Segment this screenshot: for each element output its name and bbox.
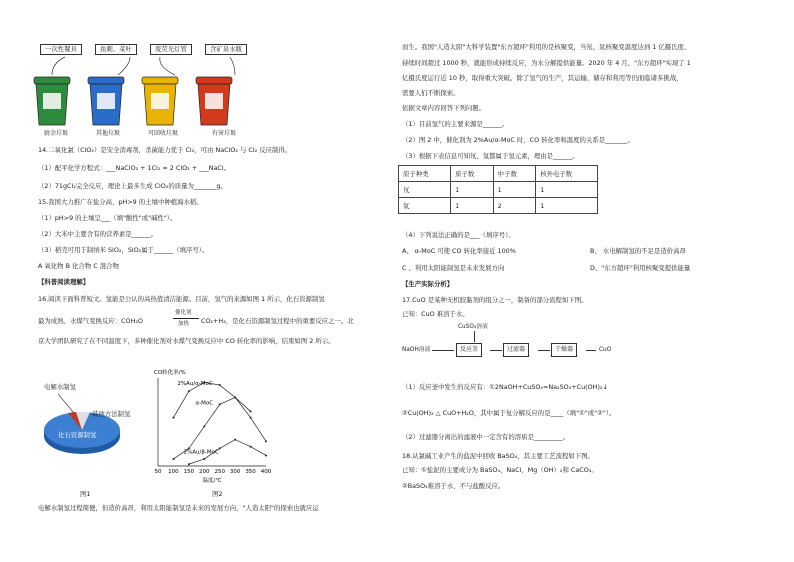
data-point — [203, 458, 205, 460]
q18-known-1: 已知：①盐泥的主要成分为 BaSO₄、NaCl、Mg（OH）₂和 CaCO₃。 — [402, 466, 598, 474]
table-cell: 1 — [451, 182, 494, 198]
bin-yellow — [142, 77, 178, 125]
series-label: α-MoC — [195, 400, 214, 407]
bin-symbol-plate — [205, 93, 223, 109]
q16-condition-bottom: 加热 — [178, 321, 190, 327]
x-tick-label: 200 — [199, 469, 210, 475]
option-c: C 、利用太阳能制氢是未来发展方向 — [402, 264, 505, 272]
data-point — [250, 417, 252, 419]
table-cell: 氘 — [399, 182, 451, 198]
q17-1b-text: ②Cu(OH)₂ △ CuO+H₂O，其中属于复分解反应的是____（填"①"或"②"）。 — [402, 409, 616, 417]
x-tick-label: 350 — [245, 469, 256, 475]
flow-naoh-label: NaOH溶液 — [402, 347, 431, 353]
bin-symbol-plate — [97, 93, 115, 109]
flow-cuso4-label: CuSO₄溶液 — [458, 324, 488, 330]
bin-lid — [142, 77, 178, 84]
flow-arrow-3 — [538, 350, 550, 351]
table-row — [399, 198, 598, 214]
bin-symbol-plate — [151, 93, 169, 109]
bin-caption-1: 厨余垃圾 — [44, 130, 69, 137]
table-cell: 氚 — [399, 198, 451, 214]
q17-text: 17.CuO 是某种无机胶黏剂的组分之一，制备的部分流程如下图。 — [402, 296, 588, 304]
pie-label-fossil: 化石资源制氢 — [58, 431, 97, 439]
data-point — [219, 403, 221, 405]
q16-line-b-pre: 最为成熟。水煤气变换反应：COH₂O — [38, 317, 143, 325]
q16-condition-top: 催化剂 — [175, 310, 192, 316]
bottom-paragraph: 电解水制氢过程简便，但造价高昂，利用太阳能制氢是未来的发展方向，"人造太阳"的探索也就应运 — [38, 504, 319, 512]
data-point — [250, 410, 252, 412]
x-tick-label: 250 — [214, 469, 225, 475]
right-para-2: 持续时间超过 1000 秒，就能形成持续反应，为水分解提供能量。2020 年 4 月，"东方超环"实现了 1 — [402, 59, 691, 67]
q16-line-c: 京大学团队研究了在不同温度下，多种催化剂对水煤气变换反应中 CO 转化率的影响，结果如图 2 所示。 — [38, 337, 335, 345]
data-point — [219, 384, 221, 386]
x-tick-label: 400 — [260, 469, 272, 475]
right-q1: （1）目前氢气的主要来源是______。 — [402, 120, 509, 128]
series-label: 2%Au/α-MoC — [177, 381, 213, 388]
q15-2-text: （2）大米中主要含有的营养素是______。 — [38, 230, 158, 238]
flow-arrow-4 — [586, 350, 596, 351]
y-axis-label: CO转化率/% — [154, 370, 186, 376]
table-cell: 1 — [451, 198, 494, 214]
option-a: A、 α-MoC 可使 CO 转化率接近 100% — [402, 247, 516, 255]
flow-output-label: CuO — [599, 347, 612, 353]
section-reading-heading: 【科普阅读理解】 — [38, 278, 90, 286]
x-tick-label: 50 — [154, 469, 162, 475]
flow-box-filter: 过滤器 — [503, 343, 529, 357]
x-tick-label: 150 — [183, 469, 195, 475]
q18-text: 18.从氯碱工业产生的盐泥中回收 BaSO₄，其主要工艺流程如下图。 — [402, 452, 594, 460]
bin-blue — [88, 77, 124, 125]
bin-caption-4: 有害垃圾 — [212, 130, 237, 137]
x-tick-label: 300 — [229, 469, 241, 475]
q15-1-text: （1）pH>9 的土壤呈___（填"酸性"或"碱性"）。 — [38, 214, 177, 222]
series-label: 2%Au/β-MoC — [183, 449, 219, 456]
bin-red — [196, 77, 232, 125]
bin-caption-3: 可回收垃圾 — [148, 130, 179, 137]
flow-box-reactor: 反应釜 — [456, 343, 482, 357]
table-header-row — [399, 166, 598, 182]
flow-box-dryer: 干燥器 — [551, 343, 577, 357]
bin-lid — [196, 77, 232, 84]
bin-lid — [34, 77, 70, 84]
right-q3: （3）根据下表信息可知氘、氚都属于氢元素，理由是______。 — [402, 152, 579, 160]
bin-label-4: 含矿泉水瓶 — [205, 44, 247, 55]
data-point — [188, 390, 190, 392]
section-production-heading: 【生产实际分析】 — [402, 280, 454, 288]
table-header-cell: 中子数 — [493, 166, 536, 182]
figure1-caption: 图1 — [80, 490, 91, 498]
bin-lid — [88, 77, 124, 84]
table-header-cell: 质子数 — [451, 166, 494, 182]
data-point — [265, 440, 267, 442]
flow-arrow-1 — [432, 350, 454, 351]
data-point — [250, 446, 252, 448]
option-d: D、"东方超环"利用核聚变提供能量 — [590, 264, 691, 272]
data-point — [203, 425, 205, 427]
data-point — [234, 396, 236, 398]
q15-options: A 氧化物 B 化合物 C 混合物 — [38, 262, 119, 270]
data-point — [219, 447, 221, 449]
right-q2: （2）图 2 中，催化剂为 2%Au/α-MoC 时，CO 转化率和温度的关系是_______。 — [402, 136, 634, 144]
q15-3-text: （3）稻壳可用于制纳米 SiO₂，SiO₂属于______（填序号）。 — [38, 246, 209, 254]
table-cell: 1 — [493, 182, 536, 198]
pie-label-other: 其他方法制氢 — [92, 410, 131, 418]
bin-caption-2: 其他垃圾 — [96, 130, 121, 137]
q17-2-text: （2）过滤器分离出的滤液中一定含有的溶质是_________。 — [402, 433, 570, 441]
right-para-3: 亿摄氏度运行近 10 秒，取得重大突破。除了氢气的生产，其运输、储存和利用等仍面临诸多挑战， — [402, 74, 683, 82]
table-cell: 2 — [493, 198, 536, 214]
right-q4: （4）下列说法正确的是___（填序号）。 — [402, 231, 515, 239]
q14-2-text: （2）71gCl₂完全反应，理论上最多生成 ClO₂的质量为_______g。 — [38, 182, 227, 190]
trash-bins-illustration — [30, 53, 270, 135]
table-header-cell: 核外电子数 — [536, 166, 598, 182]
figure2-line-chart — [140, 366, 280, 486]
right-para-5: 依据文章内容回答下列问题。 — [402, 104, 486, 112]
q14-text: 14.二氧化氯（ClO₂）是安全消毒剂，杀菌能力优于 Cl₂，可由 NaClO₂ 与 Cl₂ 反应制得。 — [38, 146, 292, 154]
flow-arrow-2 — [490, 350, 502, 351]
bin-label-1: 一次性餐具 — [40, 44, 82, 55]
bin-label-2: 鱼刺、菜叶 — [95, 44, 137, 55]
x-axis-label: 温度/℃ — [202, 478, 222, 484]
q15-text: 15.我国大力推广在盐分高，pH>9 的土壤中种植海水稻。 — [38, 198, 203, 206]
bin-symbol-plate — [43, 93, 61, 109]
q14-1-text: （1）配平化学方程式：___NaClO₂ + 1Cl₂ = 2 ClO₂ + ___NaCl。 — [38, 164, 231, 172]
q17-known: 已知：CuO 难溶于水。 — [402, 310, 469, 318]
q16-reaction-arrow — [173, 318, 199, 319]
option-b: B、 水电解制氢的不足是造价高昂 — [590, 247, 686, 255]
data-point — [172, 417, 174, 419]
bin-green — [34, 77, 70, 125]
x-tick-label: 100 — [168, 469, 179, 475]
data-point — [265, 454, 267, 456]
pie-label-electrolysis: 电解水制氢 — [44, 383, 76, 391]
q18-known-2: ②BaSO₄难溶于水，不与盐酸反应。 — [402, 482, 505, 490]
figure2-caption: 图2 — [212, 490, 223, 498]
table-header-cell: 原子种类 — [399, 166, 451, 182]
q17-1-text: （1）反应釜中发生的反应有：①2NaOH+CuSO₄=Na₂SO₄+Cu(OH)₂↓ — [402, 383, 608, 391]
isotope-table — [398, 165, 598, 214]
q16-line-b-post: CO₂+H₂，是化石资源制氢过程中的重要反应之一。北 — [201, 317, 354, 325]
right-para-4: 需要人们不断探索。 — [402, 89, 460, 97]
table-cell: 1 — [536, 198, 598, 214]
data-point — [188, 463, 190, 465]
bin-label-3: 废荧光灯管 — [150, 44, 192, 55]
q16-line-a: 16.阅读下面科普短文。氢能是公认的高热值清洁能源。目前，氢气的来源如图 1 所示，化石资源制氢 — [38, 295, 325, 303]
right-para-1: 而生。我国"人造太阳"大科学装置"东方超环"利用的是核聚变，当氘、氚核聚变温度达到 1 亿摄氏度、 — [402, 43, 691, 51]
table-row — [399, 182, 598, 198]
table-cell: 1 — [536, 182, 598, 198]
data-point — [234, 439, 236, 441]
data-point — [172, 458, 174, 460]
flow-arrow-down — [474, 331, 475, 342]
